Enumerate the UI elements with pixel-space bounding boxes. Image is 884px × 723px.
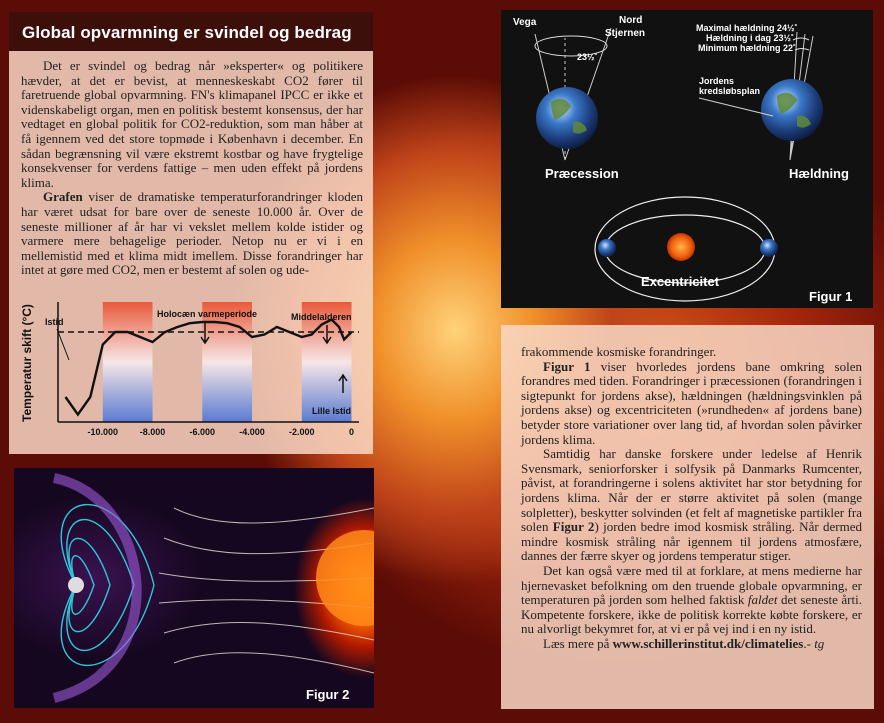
figure-1-illustration bbox=[501, 10, 873, 308]
figure-1-label: Figur 1 bbox=[809, 289, 853, 304]
earth-icon bbox=[598, 239, 616, 257]
label-orbit-1: Jordens bbox=[699, 76, 735, 86]
paragraph-3 bbox=[521, 360, 862, 448]
annotation-middelalderen: Middelalderen bbox=[291, 312, 352, 322]
label-stjernen: Stjernen bbox=[605, 28, 646, 39]
earth-icon bbox=[536, 87, 598, 149]
label-max-tilt: Maximal hældning 24½˚ bbox=[696, 23, 798, 33]
label-today-tilt: Hældning i dag 23½˚ bbox=[706, 33, 795, 43]
read-more-text: Læs mere på bbox=[543, 635, 613, 651]
paragraph-4-text-a: Samtidig har danske forskere under ledelse af Henrik Svensmark, seniorforsker i solfysik på Danmarks Rumcenter, påvist, at forandringerne i solens aktivitet har stor betydning for jordens klima. Når der er større aktivitet på solen (mange solpletter), beskytter solvinden (et felt af magnetiske partikler fra solen bbox=[521, 446, 862, 535]
figur-2-ref: Figur 2 bbox=[552, 519, 595, 535]
x-tick-label: -8.000 bbox=[139, 427, 166, 437]
earth-icon bbox=[68, 577, 84, 593]
label-vega: Vega bbox=[513, 17, 537, 28]
paragraph-5-emphasis: faldet bbox=[747, 592, 778, 608]
x-tick-label: -6.000 bbox=[189, 427, 216, 437]
paragraph-5-text-b: det seneste årti. Kompetente forskere, ikke de politisk korrekte købte forskere, er nu alvorligt bekymret for, at vi er på vej ind i en ny istid. bbox=[521, 592, 862, 637]
warm-band-0 bbox=[103, 302, 153, 422]
sun-icon bbox=[667, 233, 695, 261]
article-title: Global opvarmning er svindel og bedrag bbox=[9, 12, 373, 51]
article-panel bbox=[9, 12, 373, 454]
x-tick-label: 0 bbox=[349, 427, 355, 437]
annotation-lille-istid: Lille Istid bbox=[312, 406, 352, 416]
figure-2-label: Figur 2 bbox=[306, 687, 350, 702]
paragraph-5-text-a: Det kan også være med til at forklare, at mens medierne har hjernevasket befolkning om den truende globale opvarmning, er temperaturen på jorden som helhed faktisk bbox=[521, 562, 862, 608]
continuation-panel bbox=[501, 325, 874, 709]
x-tick-label: -2.000 bbox=[289, 427, 315, 437]
paragraph-2 bbox=[21, 190, 363, 278]
warm-band-1 bbox=[202, 302, 252, 422]
figure-2-illustration bbox=[14, 468, 374, 708]
temperature-chart bbox=[9, 290, 373, 454]
read-more-suffix: .- bbox=[803, 635, 815, 651]
paragraph-4-text-b: ) jorden bedre imod kosmisk stråling. Når dermed mindre kosmisk stråling når igennem til jordens atmosfære, dannes der færre skyer og jordens temperatur stiger. bbox=[521, 519, 862, 564]
annotation-holocene: Holocæn varmeperiode bbox=[157, 309, 258, 319]
paragraph-6 bbox=[521, 637, 862, 652]
x-tick-label: -4.000 bbox=[239, 427, 265, 437]
earth-icon bbox=[761, 79, 823, 141]
label-orbit-2: kredsløbsplan bbox=[699, 86, 761, 96]
author-signature: tg bbox=[814, 635, 825, 651]
label-angle: 23½˚ bbox=[577, 52, 598, 62]
website-link[interactable]: www.schillerinstitut.dk/climatelies bbox=[612, 635, 804, 651]
label-min-tilt: Minimum hældning 22˚ bbox=[698, 43, 796, 53]
figure-1 bbox=[501, 10, 873, 308]
earth-icon bbox=[760, 239, 778, 257]
annotation-istid: Istid bbox=[45, 317, 64, 327]
paragraph-2-text: viser de dramatiske temperaturforandringer kloden har været udsat for bare over de seneste 10.000 år. Over de seneste millioner af år har vi vekslet mellem kolde istider og varmere mere behagelige perioder. Netop nu er vi i en mellemistid med et klima midt imellem. Disse forandringer har intet at gøre med CO2, men er bestemt af solen og ude- bbox=[21, 189, 363, 278]
label-tilt: Hældning bbox=[789, 166, 849, 181]
paragraph-1: Det er svindel og bedrag når »eksperter« og politikere hævder, at det er bevist, at menneskeskabt CO2 fører til faretruende global opvarmning. FN's klimapanel IPCC er ikke et videnskabeligt organ, men en politisk bestemt konsensus, der har vedtaget en global politik for CO2-reduktion, som man håber at få igennem ved det store topmøde i København i december. En sådan begrænsning vil være ekstremt kostbar og have frygtelige konsekvenser for verdens fattige – men uden effekt på jordens klima. bbox=[21, 58, 363, 190]
figur-1-ref: Figur 1 bbox=[543, 358, 591, 374]
y-axis-label: Temperatur skift (°C) bbox=[20, 304, 34, 422]
paragraph-5 bbox=[521, 564, 862, 637]
grafen-label: Grafen bbox=[43, 189, 83, 205]
continuation-line: frakommende kosmiske forandringer. bbox=[521, 344, 717, 359]
paragraph-4 bbox=[521, 447, 862, 564]
paragraph-3-text: viser hvorledes jordens bane omkring solen forandres med tiden. Forandringer i præcessionen (forandringen i sigtepunkt for jordens akse), hældningen (hældningsvinklen på jordens akse) og excentriciteten (»rundheden« af jordens bane) betyder store variationer over lang tid, af hvordan solen påvirker jordens klima. bbox=[521, 358, 862, 447]
label-precession: Præcession bbox=[545, 166, 619, 181]
figure-2 bbox=[14, 468, 374, 708]
label-eccentricity: Excentricitet bbox=[641, 274, 720, 289]
sun-icon bbox=[316, 530, 374, 626]
x-tick-label: -10.000 bbox=[87, 427, 119, 437]
x-ticks bbox=[88, 427, 355, 437]
label-nord: Nord bbox=[619, 15, 643, 26]
continuation-body bbox=[501, 325, 874, 651]
article-body bbox=[9, 51, 373, 278]
